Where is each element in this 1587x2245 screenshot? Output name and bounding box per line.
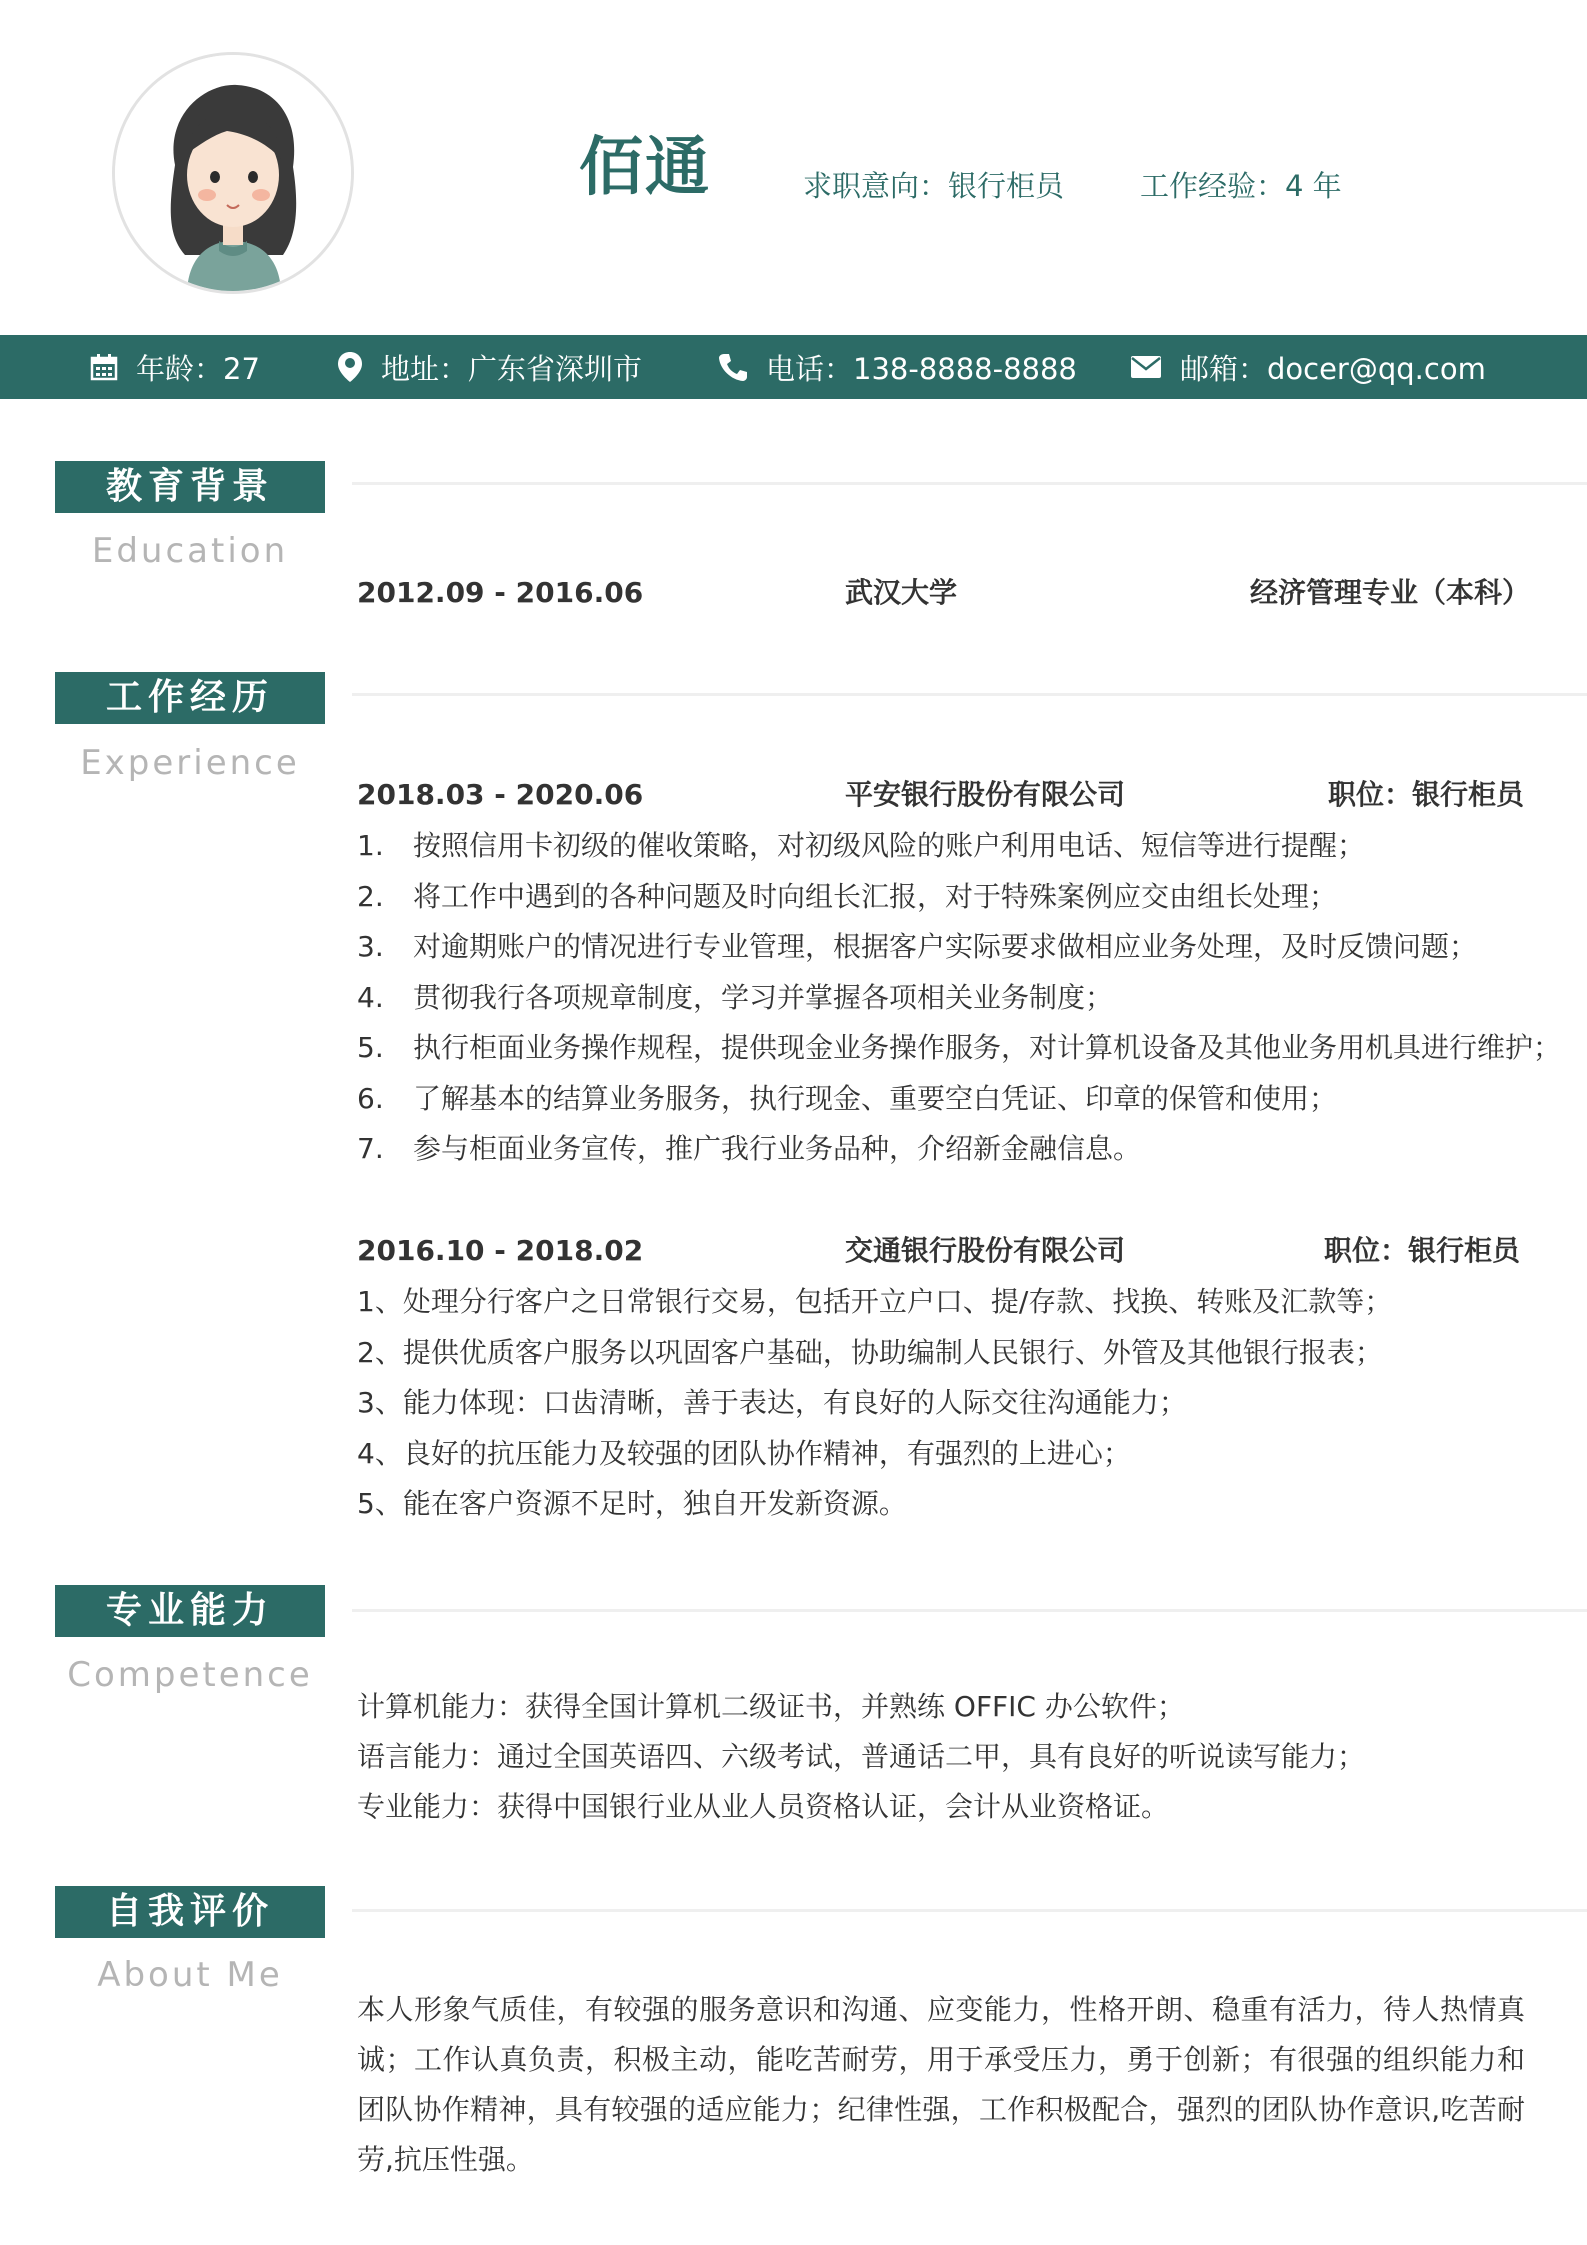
section-divider: [352, 693, 1587, 696]
envelope-icon: [1130, 355, 1162, 379]
section-divider: [352, 482, 1587, 485]
candidate-name: 佰通: [579, 131, 711, 205]
education-school: 武汉大学: [845, 576, 958, 609]
job-intent: [803, 166, 1064, 206]
section-divider: [352, 1909, 1587, 1912]
job-company: 交通银行股份有限公司: [845, 1234, 1126, 1267]
about-title: 自我评价: [55, 1886, 325, 1938]
age-text: 年龄：27: [136, 351, 260, 386]
list-item: 1. 按照信用卡初级的催收策略，对初级风险的账户利用电话、短信等进行提醒；: [357, 829, 1366, 862]
job-period: 2016.10 - 2018.02: [357, 1234, 644, 1267]
list-item: 4、良好的抗压能力及较强的团队协作精神，有强烈的上进心；: [357, 1436, 1131, 1470]
competence-line: 计算机能力：获得全国计算机二级证书，并熟练 OFFIC 办公软件；: [357, 1690, 1185, 1723]
phone-icon: [718, 352, 748, 382]
education-subtitle: Education: [91, 531, 289, 571]
section-divider: [352, 1609, 1587, 1612]
job-period: 2018.03 - 2020.06: [357, 778, 644, 811]
about-text: 本人形象气质佳，有较强的服务意识和沟通、应变能力，性格开朗、稳重有活力，待人热情真诚；工作认真负责，积极主动，能吃苦耐劳，用于承受压力，勇于创新；有很强的组织能力和团队协作精神，具有较强的适应能力；纪律性强，工作积极配合，强烈的团队协作意识,吃苦耐劳,抗压性强。: [357, 1993, 1525, 2176]
email-text: 邮箱：docer@qq.com: [1180, 351, 1486, 386]
job-duties-list: [357, 821, 1561, 1175]
job-duties-list: [357, 1277, 1392, 1530]
job-intent-value: 银行柜员: [948, 169, 1065, 203]
avatar-illustration: [115, 55, 351, 291]
address-item: [337, 335, 642, 399]
education-period: 2012.09 - 2016.06: [357, 576, 644, 609]
education-major: 经济管理专业（本科）: [1250, 576, 1531, 609]
competence-line: 语言能力：通过全国英语四、六级考试，普通话二甲，具有良好的听说读写能力；: [357, 1740, 1366, 1773]
phone-item: [718, 335, 1077, 399]
job-intent-label: 求职意向：: [803, 169, 949, 203]
address-text: 地址：广东省深圳市: [381, 351, 643, 386]
list-item: 5. 执行柜面业务操作规程，提供现金业务操作服务，对计算机设备及其他业务用机具进行维护；: [357, 1031, 1562, 1064]
location-pin-icon: [337, 351, 363, 383]
list-item: 7. 参与柜面业务宣传，推广我行业务品种，介绍新金融信息。: [357, 1132, 1142, 1165]
list-item: 3、能力体现：口齿清晰，善于表达，有良好的人际交往沟通能力；: [357, 1386, 1187, 1419]
about-subtitle: About Me: [97, 1955, 283, 1995]
job-position: 职位：银行柜员: [1324, 1234, 1521, 1267]
competence-title: 专业能力: [55, 1585, 325, 1637]
experience-subtitle: Experience: [80, 743, 300, 783]
contact-info-bar: [0, 335, 1587, 399]
experience-title: 工作经历: [55, 672, 325, 724]
list-item: 3. 对逾期账户的情况进行专业管理，根据客户实际要求做相应业务处理，及时反馈问题；: [357, 930, 1478, 963]
list-item: 6. 了解基本的结算业务服务，执行现金、重要空白凭证、印章的保管和使用；: [357, 1081, 1338, 1115]
job-position: 职位：银行柜员: [1328, 778, 1525, 811]
list-item: 2. 将工作中遇到的各种问题及时向组长汇报，对于特殊案例应交由组长处理；: [357, 879, 1338, 913]
calendar-icon: [90, 353, 118, 381]
list-item: 5、能在客户资源不足时，独自开发新资源。: [357, 1487, 907, 1520]
education-title: 教育背景: [55, 461, 325, 513]
work-experience-value: 4 年: [1285, 169, 1342, 203]
list-item: 2、提供优质客户服务以巩固客户基础，协助编制人民银行、外管及其他银行报表；: [357, 1335, 1383, 1369]
job-company: 平安银行股份有限公司: [845, 778, 1126, 811]
list-item: 1、处理分行客户之日常银行交易，包括开立户口、提/存款、找换、转账及汇款等；: [357, 1285, 1393, 1318]
work-experience-label: 工作经验：: [1140, 169, 1286, 203]
avatar: [112, 52, 354, 294]
email-item: [1130, 335, 1486, 399]
phone-text: 电话：138-8888-8888: [766, 351, 1077, 386]
competence-subtitle: Competence: [67, 1655, 313, 1695]
list-item: 4. 贯彻我行各项规章制度，学习并掌握各项相关业务制度；: [357, 980, 1114, 1014]
competence-line: 专业能力：获得中国银行业从业人员资格认证，会计从业资格证。: [357, 1790, 1170, 1823]
work-experience: [1140, 166, 1342, 206]
age-item: [90, 335, 260, 399]
